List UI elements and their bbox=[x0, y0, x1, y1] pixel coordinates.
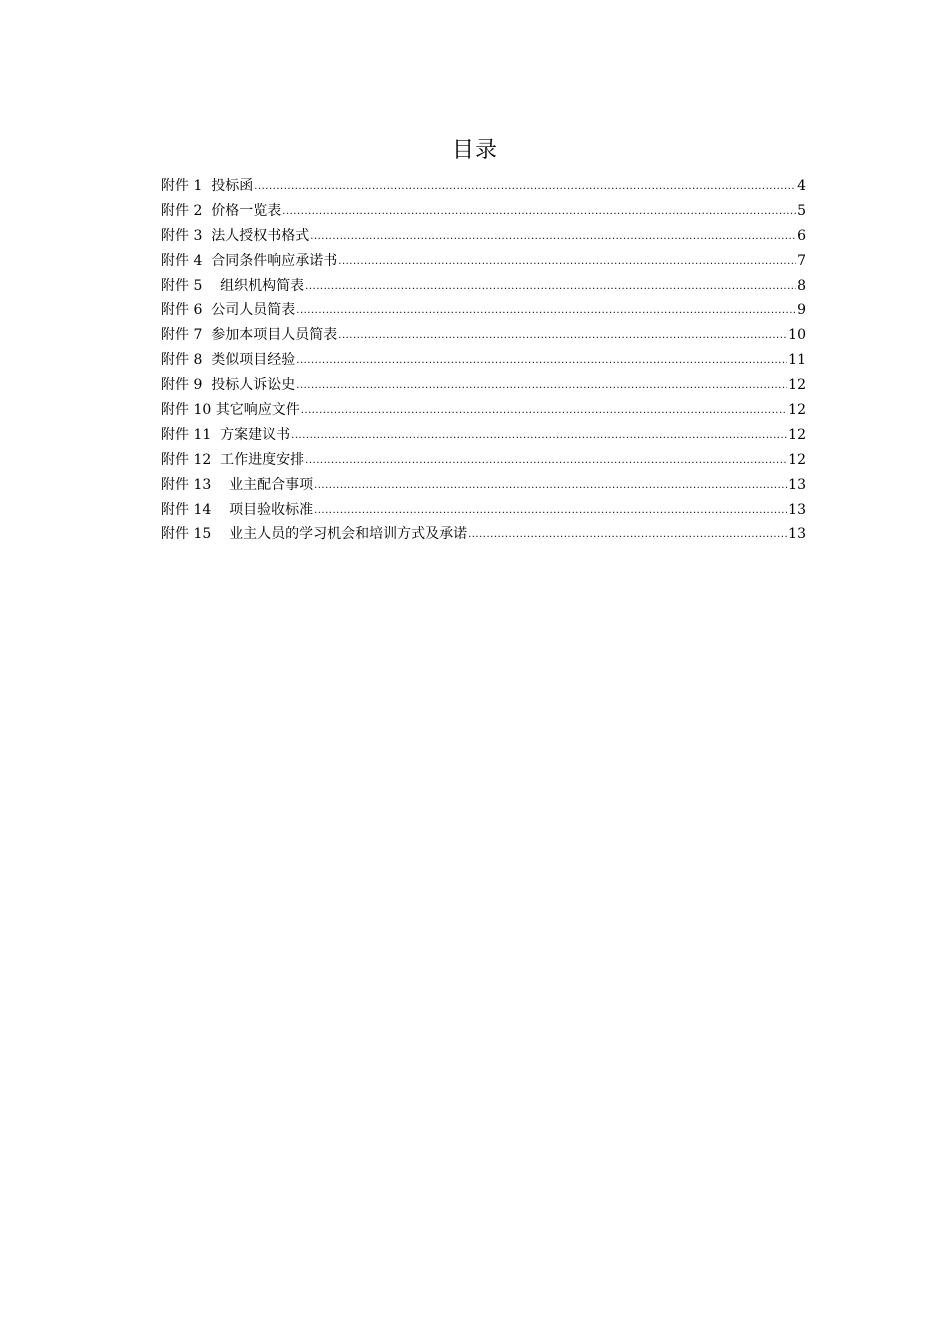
toc-dot-leader bbox=[296, 349, 787, 374]
toc-dot-leader bbox=[291, 424, 787, 449]
toc-entry-label: 附件 10 其它响应文件 bbox=[161, 402, 300, 419]
toc-entry[interactable] bbox=[161, 423, 806, 448]
toc-entry[interactable] bbox=[161, 323, 806, 348]
toc-entry-label: 附件 1 投标函 bbox=[161, 178, 254, 194]
toc-entry[interactable] bbox=[161, 373, 806, 398]
toc-entry[interactable] bbox=[161, 398, 806, 423]
toc-entry-label: 附件 9 投标人诉讼史 bbox=[161, 377, 296, 394]
toc-entry-page: 9 bbox=[797, 302, 806, 319]
toc-dot-leader bbox=[296, 374, 787, 399]
toc-entry-page: 12 bbox=[788, 402, 806, 419]
toc-entry-page: 13 bbox=[788, 476, 806, 493]
toc-dot-leader bbox=[338, 324, 787, 349]
toc-dot-leader bbox=[254, 175, 796, 200]
toc-dot-leader bbox=[282, 200, 796, 225]
toc-dot-leader bbox=[314, 474, 787, 499]
toc-entry-page: 11 bbox=[788, 352, 806, 369]
toc-entry-label: 附件 11 方案建议书 bbox=[161, 426, 291, 443]
toc-entry[interactable] bbox=[161, 522, 806, 547]
toc-dot-leader bbox=[314, 499, 787, 524]
toc-entry-label: 附件 5 组织机构简表 bbox=[161, 277, 305, 294]
toc-entry-page: 6 bbox=[797, 227, 806, 244]
toc-entry[interactable] bbox=[161, 298, 806, 323]
toc-title: 目录 bbox=[451, 138, 498, 163]
toc-entry-label: 附件 2 价格一览表 bbox=[161, 202, 282, 219]
toc-entry-label: 附件 4 合同条件响应承诺书 bbox=[161, 252, 338, 269]
toc-entry[interactable] bbox=[161, 249, 806, 274]
toc-entry-page: 13 bbox=[788, 501, 806, 518]
toc-dot-leader bbox=[468, 523, 787, 548]
toc-entry-page: 13 bbox=[788, 526, 806, 543]
toc-entry[interactable] bbox=[161, 448, 806, 473]
toc-entry-label: 附件 14 项目验收标准 bbox=[161, 501, 314, 518]
toc-entry[interactable] bbox=[161, 199, 806, 224]
toc-entry[interactable] bbox=[161, 348, 806, 373]
toc-entry[interactable] bbox=[161, 274, 806, 299]
toc-dot-leader bbox=[305, 449, 787, 474]
toc-entry-page: 12 bbox=[788, 426, 806, 443]
toc-entry[interactable] bbox=[161, 473, 806, 498]
toc-dot-leader bbox=[310, 225, 796, 250]
toc-entry[interactable] bbox=[161, 224, 806, 249]
toc-entry-page: 10 bbox=[788, 327, 806, 344]
toc-entry-page: 5 bbox=[797, 202, 806, 219]
toc-entry-page: 4 bbox=[797, 178, 806, 194]
toc-dot-leader bbox=[301, 399, 787, 424]
toc-entry-label: 附件 12 工作进度安排 bbox=[161, 451, 305, 468]
toc-entry-label: 附件 13 业主配合事项 bbox=[161, 476, 314, 493]
table-of-contents bbox=[161, 174, 806, 547]
toc-entry-page: 7 bbox=[797, 252, 806, 269]
toc-entry-label: 附件 3 法人授权书格式 bbox=[161, 227, 310, 244]
toc-dot-leader bbox=[338, 250, 796, 275]
toc-entry-page: 12 bbox=[788, 451, 806, 468]
toc-entry-label: 附件 15 业主人员的学习机会和培训方式及承诺 bbox=[161, 526, 468, 543]
toc-entry[interactable] bbox=[161, 498, 806, 523]
toc-entry[interactable] bbox=[161, 174, 806, 199]
toc-dot-leader bbox=[296, 299, 796, 324]
toc-dot-leader bbox=[305, 275, 796, 300]
toc-entry-label: 附件 7 参加本项目人员简表 bbox=[161, 327, 338, 344]
toc-entry-label: 附件 6 公司人员简表 bbox=[161, 302, 296, 319]
toc-entry-page: 12 bbox=[788, 377, 806, 394]
toc-entry-label: 附件 8 类似项目经验 bbox=[161, 352, 296, 369]
toc-entry-page: 8 bbox=[797, 277, 806, 294]
